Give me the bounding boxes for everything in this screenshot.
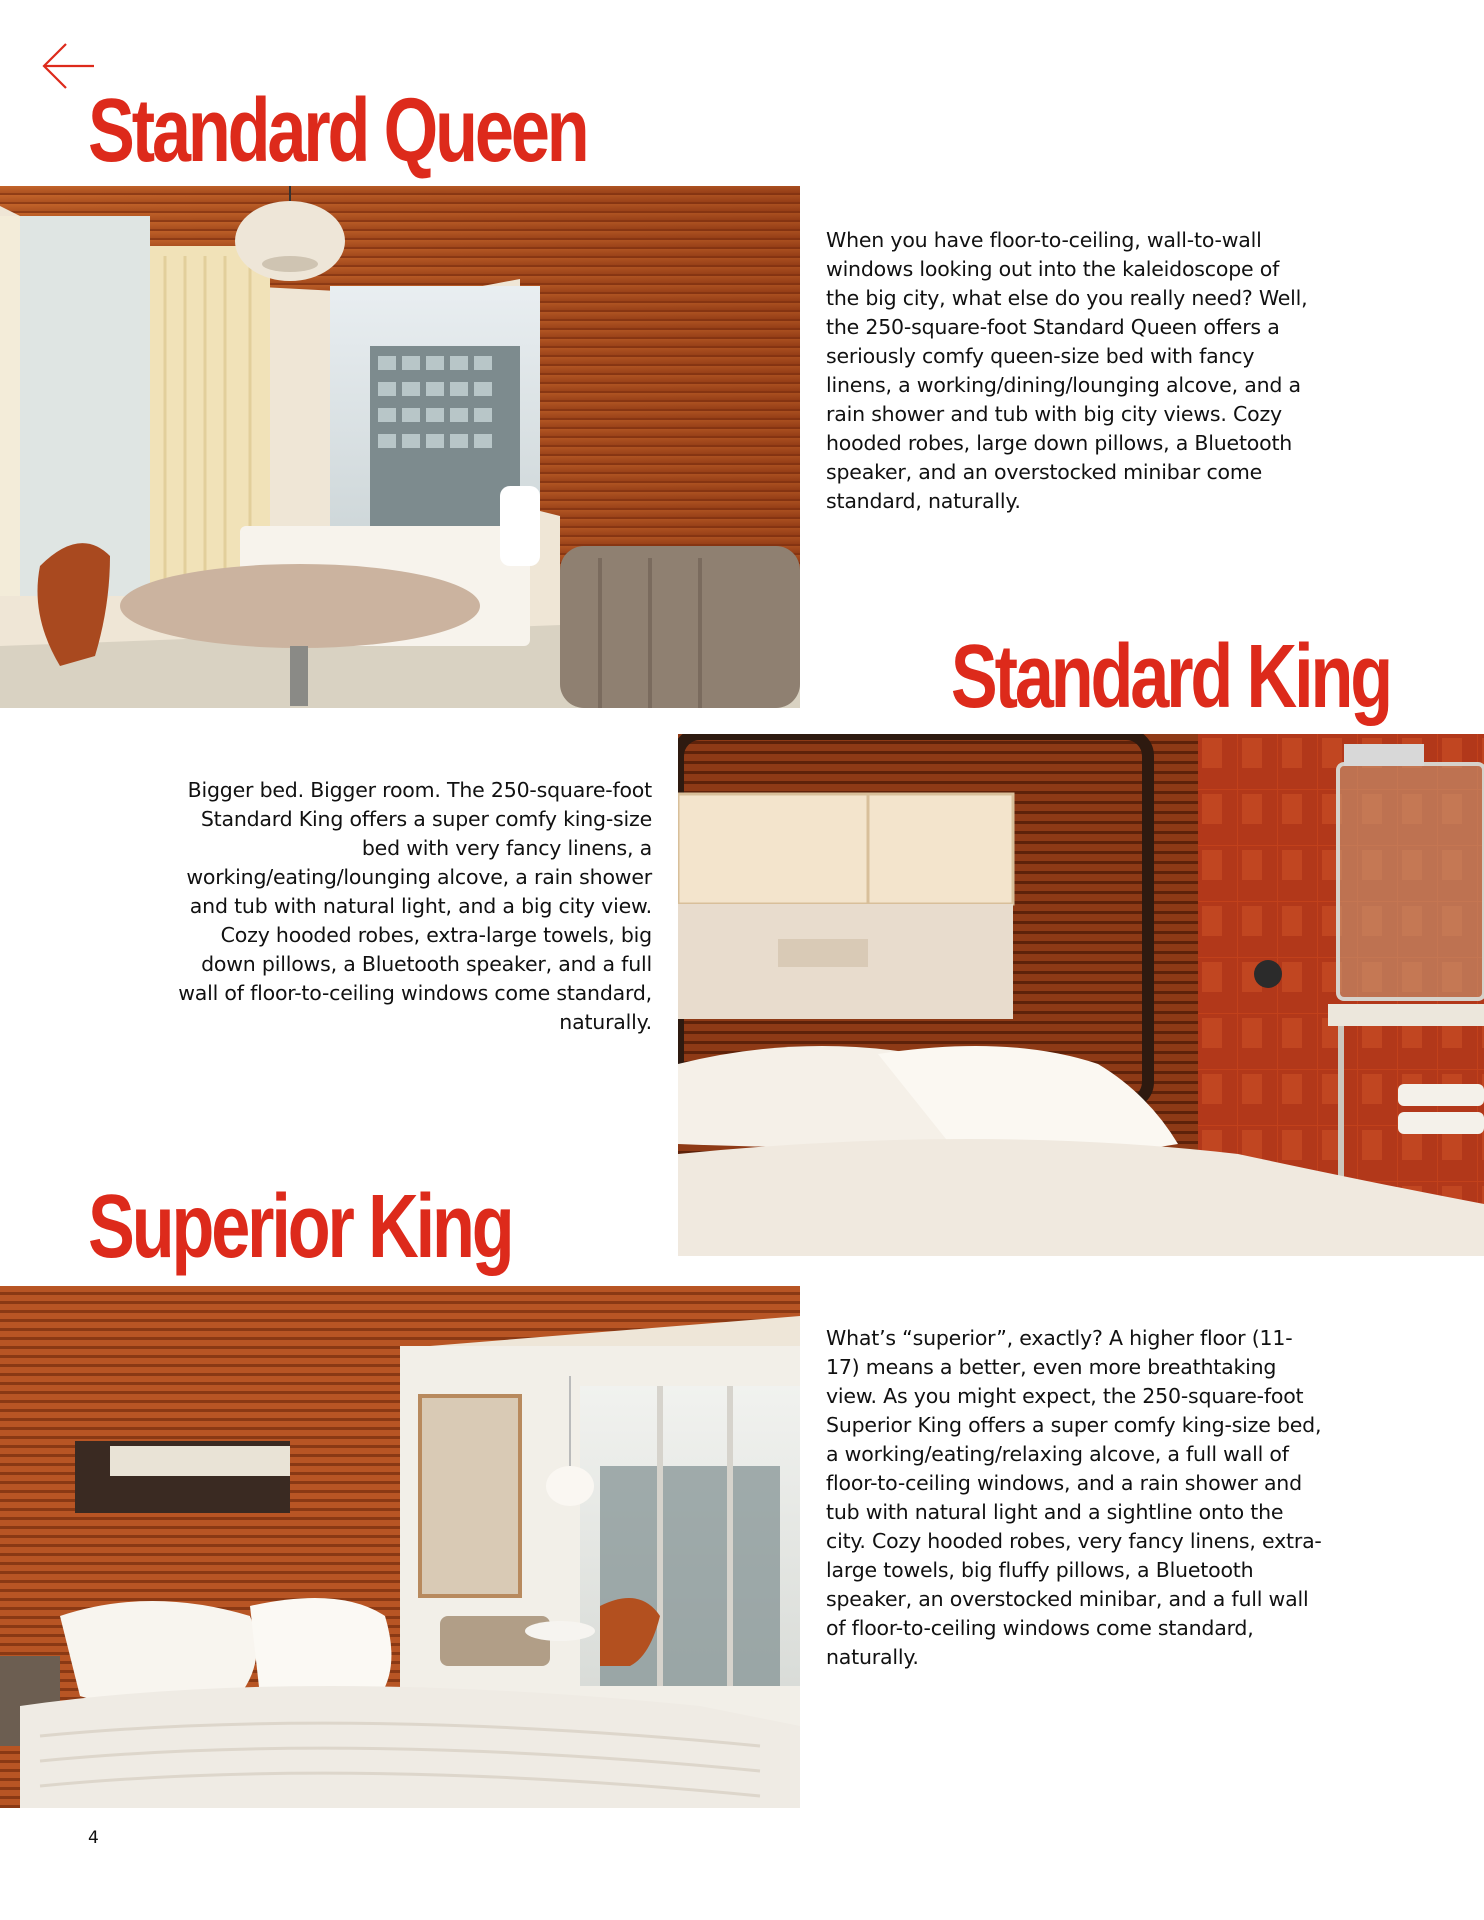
standard-queen-description: When you have floor-to-ceiling, wall-to-wall windows looking out into the kaleidoscope of the big city, what else do you really need? Well, the 250-square-foot Standard Queen offers a seriously comfy queen-size bed with fancy linens, a working/dining/lounging alcove, and a rain shower and tub with big city views. Cozy hooded robes, large down pillows, a Bluetooth speaker, and an overstocked minibar come standard, naturally. bbox=[826, 228, 1308, 513]
room-title-superior-king: Superior King bbox=[88, 1177, 512, 1277]
standard-king-photo bbox=[678, 734, 1484, 1256]
standard-queen-photo bbox=[0, 186, 800, 708]
standard-king-description: Bigger bed. Bigger room. The 250-square-foot Standard King offers a super comfy king-size bed with very fancy linens, a working/eating/lounging alcove, a rain shower and tub with natural light, and a big city view. Cozy hooded robes, extra-large towels, big down pillows, a Bluetooth speaker, and a full wall of floor-to-ceiling windows come standard, naturally. bbox=[178, 778, 652, 1034]
superior-king-photo bbox=[0, 1286, 800, 1808]
superior-king-description: What’s “superior”, exactly? A higher floor (11-17) means a better, even more breathtaking view. As you might expect, the 250-square-foot Superior King offers a super comfy king-size bed, a working/eating/relaxing alcove, a full wall of floor-to-ceiling windows, and a rain shower and tub with natural light and a sightline onto the city. Cozy hooded robes, very fancy linens, extra-large towels, big fluffy pillows, a Bluetooth speaker, an overstocked minibar, and a full wall of floor-to-ceiling windows come standard, naturally. bbox=[826, 1326, 1322, 1669]
page-number: 4 bbox=[88, 1828, 99, 1848]
room-title-standard-queen: Standard Queen bbox=[88, 81, 587, 181]
room-title-standard-king: Standard King bbox=[950, 627, 1390, 727]
